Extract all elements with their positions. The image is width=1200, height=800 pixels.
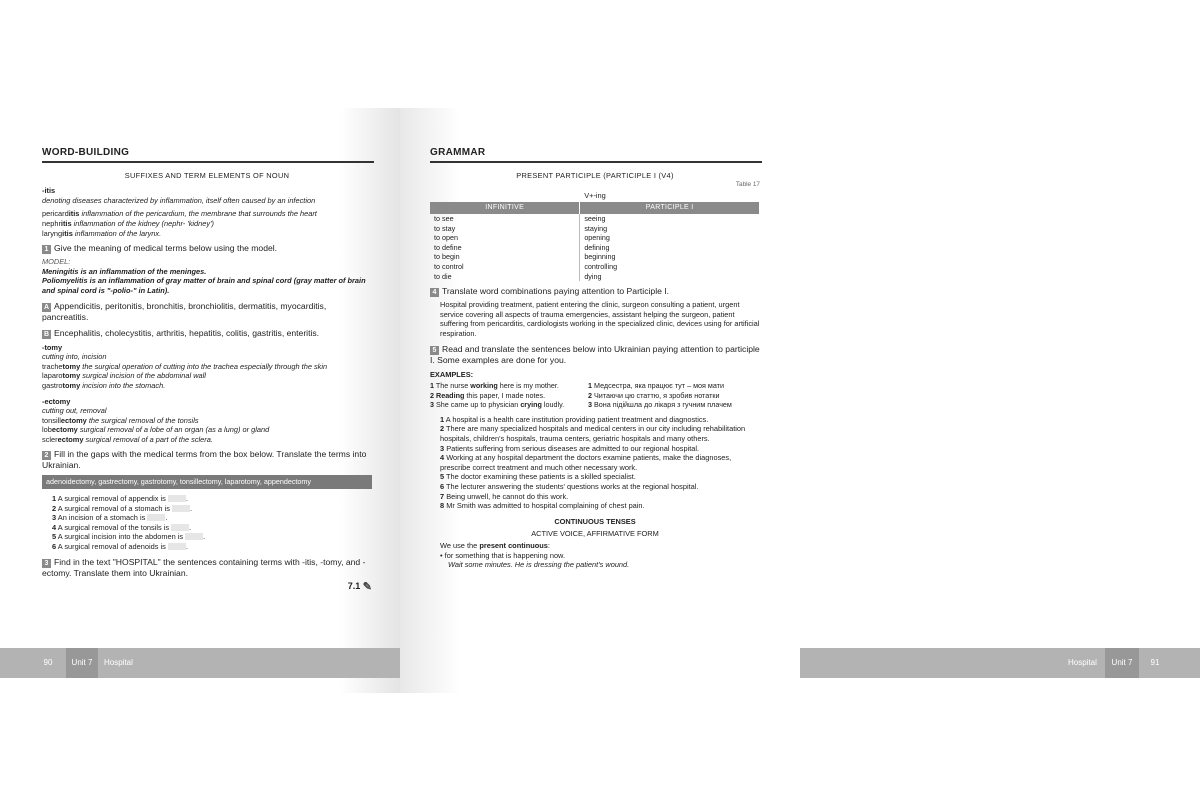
- exercise-number: 2: [42, 451, 51, 460]
- active-voice-title: ACTIVE VOICE, AFFIRMATIVE FORM: [531, 529, 659, 539]
- usage-bullet: • for something that is happening now.: [440, 550, 566, 560]
- exercise-number: 1: [42, 245, 51, 254]
- gap-item: 6 A surgical removal of adenoids is .: [52, 542, 188, 552]
- exercise-a: A Appendicitis, peritonitis, bronchitis, bronchiolitis, dermatitis, myocarditis, pancreatitis.: [42, 300, 327, 322]
- term-line: laryngitis inflammation of the larynx.: [42, 228, 162, 238]
- table-row: to see seeing: [430, 214, 760, 224]
- gap-item: 4 A surgical removal of the tonsils is .: [52, 522, 192, 532]
- sentence-item: 6 The lecturer answering the students' questions works at the regional hospital.: [440, 482, 699, 492]
- word-box: adenoidectomy, gastrectomy, gastrotomy, tonsillectomy, laparotomy, appendectomy: [42, 475, 372, 489]
- table-header: PARTICIPLE I: [580, 202, 760, 214]
- exercise-3: 3 Find in the text "HOSPITAL" the sentences containing terms with -itis, -tomy, and -ectomy. Translate them into Ukrainian.: [42, 556, 366, 578]
- table-header: INFINITIVE: [430, 202, 580, 214]
- model-label: MODEL:: [42, 257, 71, 267]
- exercise-4-body: Hospital providing treatment, patient entering the clinic, surgeon consulting a patient, urgent service covering all aspects of trauma emergencies, assistant helping the surgeon, patient suffering from pericarditis, cardiologists working in the specialized clinic, devices using for artificial respiration.: [440, 300, 760, 338]
- pencil-icon: ✎: [362, 580, 372, 593]
- model-line-1: Meningitis is an inflammation of the meninges.: [42, 266, 207, 276]
- sentence-item: 5 The doctor examining these patients is a skilled specialist.: [440, 472, 636, 482]
- gap-item: 2 A surgical removal of a stomach is .: [52, 503, 193, 513]
- table-row: to begin beginning: [430, 252, 760, 262]
- suffix-definition-tomy: cutting into, incision: [42, 352, 107, 362]
- model-line-2: Poliomyelitis is an inflammation of gray matter of brain and spinal cord (gray matter of brain and spinal cord is "-polio-" in Latin).: [42, 276, 366, 295]
- table-row: to control controlling: [430, 262, 760, 272]
- chapter-label: Hospital: [1068, 658, 1097, 667]
- gap-item: 3 An incision of a stomach is .: [52, 513, 168, 523]
- exercise-number: 4: [430, 288, 439, 297]
- usage-example: Wait some minutes. He is dressing the patient's wound.: [448, 560, 630, 570]
- sentence-item: 3 Patients suffering from serious diseases are admitted to our regional hospital.: [440, 443, 700, 453]
- subsection-title: SUFFIXES AND TERM ELEMENTS OF NOUN: [124, 170, 290, 180]
- exercise-letter: B: [43, 330, 50, 338]
- example-en: 3 She came up to physician crying loudly.: [430, 400, 565, 410]
- continuous-title: CONTINUOUS TENSES: [554, 516, 636, 526]
- participle-table: [430, 202, 760, 281]
- left-footer: [0, 648, 400, 678]
- section-rule: [430, 161, 762, 163]
- exercise-5: 5 Read and translate the sentences below into Ukrainian paying attention to participle I. Some examples are done for you.: [430, 343, 760, 365]
- term-line: laparotomy surgical incision of the abdominal wall: [42, 371, 206, 381]
- left-page-content: [42, 148, 372, 592]
- examples-label: EXAMPLES:: [430, 369, 474, 379]
- sentence-item: 2 There are many specialized hospitals and medical centers in our city including rehabilitation hospitals, children's hospitals, trauma centers, geriatric hospitals and many others.: [440, 424, 746, 444]
- table-row: to stay staying: [430, 224, 760, 234]
- cross-reference: 7.1 ✎: [347, 580, 372, 593]
- section-title: WORD-BUILDING: [42, 147, 130, 158]
- sentence-item: 4 Working at any hospital department the doctors examine patients, make the diagnoses, prescribe correct treatment and much other necessary work.: [440, 453, 732, 472]
- page-number: 91: [1150, 658, 1160, 667]
- left-page: [0, 108, 400, 693]
- exercise-1: 1 Give the meaning of medical terms below using the model.: [42, 243, 372, 254]
- term-line: tonsillectomy the surgical removal of the tonsils: [42, 415, 199, 425]
- term-line: pericarditis inflammation of the pericardium, the membrane that surrounds the heart: [42, 209, 317, 219]
- formula: V+-ing: [584, 190, 606, 200]
- book-spread: [0, 108, 1160, 693]
- term-line: lobectomy surgical removal of a lobe of an organ (as a lung) or gland: [42, 425, 270, 435]
- gap-list: [42, 494, 372, 552]
- suffix-heading-ectomy: -ectomy: [42, 396, 71, 406]
- table-row: to define defining: [430, 243, 760, 253]
- exercise-4: 4 Translate word combinations paying attention to Participle I.: [430, 286, 760, 297]
- section-rule: [42, 161, 374, 163]
- gap-item: 5 A surgical incision into the abdomen is .: [52, 532, 206, 542]
- suffix-heading-tomy: -tomy: [42, 342, 63, 352]
- term-line: gastrotomy incision into the stomach.: [42, 380, 166, 390]
- table-label: Table 17: [735, 181, 760, 189]
- sentence-item: 8 Mr Smith was admitted to hospital complaining of chest pain.: [440, 501, 645, 511]
- answer-blank[interactable]: [168, 543, 186, 550]
- exercise-b: B Encephalitis, cholecystitis, arthritis, hepatitis, colitis, gastritis, enteritis.: [43, 327, 320, 338]
- exercise-number: 3: [42, 559, 51, 568]
- answer-blank[interactable]: [171, 524, 189, 531]
- answer-blank[interactable]: [147, 514, 165, 521]
- usage-line: We use the present continuous:: [440, 541, 550, 550]
- term-line: trachetomy the surgical operation of cutting into the trachea especially through the skin: [42, 361, 328, 371]
- unit-label: Unit 7: [1105, 648, 1139, 678]
- suffix-definition-ectomy: cutting out, removal: [42, 406, 107, 416]
- answer-blank[interactable]: [168, 495, 186, 502]
- sentence-item: 7 Being unwell, he cannot do this work.: [440, 491, 569, 501]
- page-number: 90: [43, 658, 53, 667]
- example-en: 2 Reading this paper, I made notes.: [430, 390, 546, 400]
- sentence-item: 1 A hospital is a health care institution providing patient treatment and diagnostics.: [440, 414, 709, 424]
- right-page: [400, 108, 1160, 693]
- gap-item: 1 A surgical removal of appendix is .: [52, 494, 188, 504]
- answer-blank[interactable]: [185, 533, 203, 540]
- exercise-2: 2 Fill in the gaps with the medical terms from the box below. Translate the terms into Ukrainian.: [42, 449, 367, 471]
- right-footer: [800, 648, 1200, 678]
- example-en: 1 The nurse working here is my mother.: [430, 381, 559, 391]
- example-ua: 3 Вона підійшла до лікаря з гучним плачем: [588, 400, 732, 410]
- example-ua: 1 Медсестра, яка працює тут – моя мати: [588, 381, 724, 391]
- exercise-letter: A: [43, 303, 50, 311]
- term-line: nephritis inflammation of the kidney (nephr- 'kidney'): [42, 218, 214, 228]
- chapter-label: Hospital: [104, 658, 133, 667]
- suffix-definition-itis: denoting diseases characterized by inflammation, itself often caused by an infection: [42, 195, 316, 205]
- answer-blank[interactable]: [172, 505, 190, 512]
- examples-grid: [430, 381, 760, 410]
- right-page-content: [430, 148, 760, 570]
- suffix-heading-itis: -itis: [42, 186, 56, 196]
- example-ua: 2 Читаючи цю статтю, я зробив нотатки: [588, 390, 720, 400]
- section-title: GRAMMAR: [430, 147, 486, 158]
- sentence-list: [430, 415, 760, 511]
- unit-label: Unit 7: [66, 648, 98, 678]
- term-line: sclerectomy surgical removal of a part of the sclera.: [42, 434, 213, 444]
- table-row: to open opening: [430, 233, 760, 243]
- subsection-title: PRESENT PARTICIPLE (PARTICIPLE I (V4): [516, 170, 674, 180]
- exercise-number: 5: [430, 346, 439, 355]
- table-row: to die dying: [430, 272, 760, 282]
